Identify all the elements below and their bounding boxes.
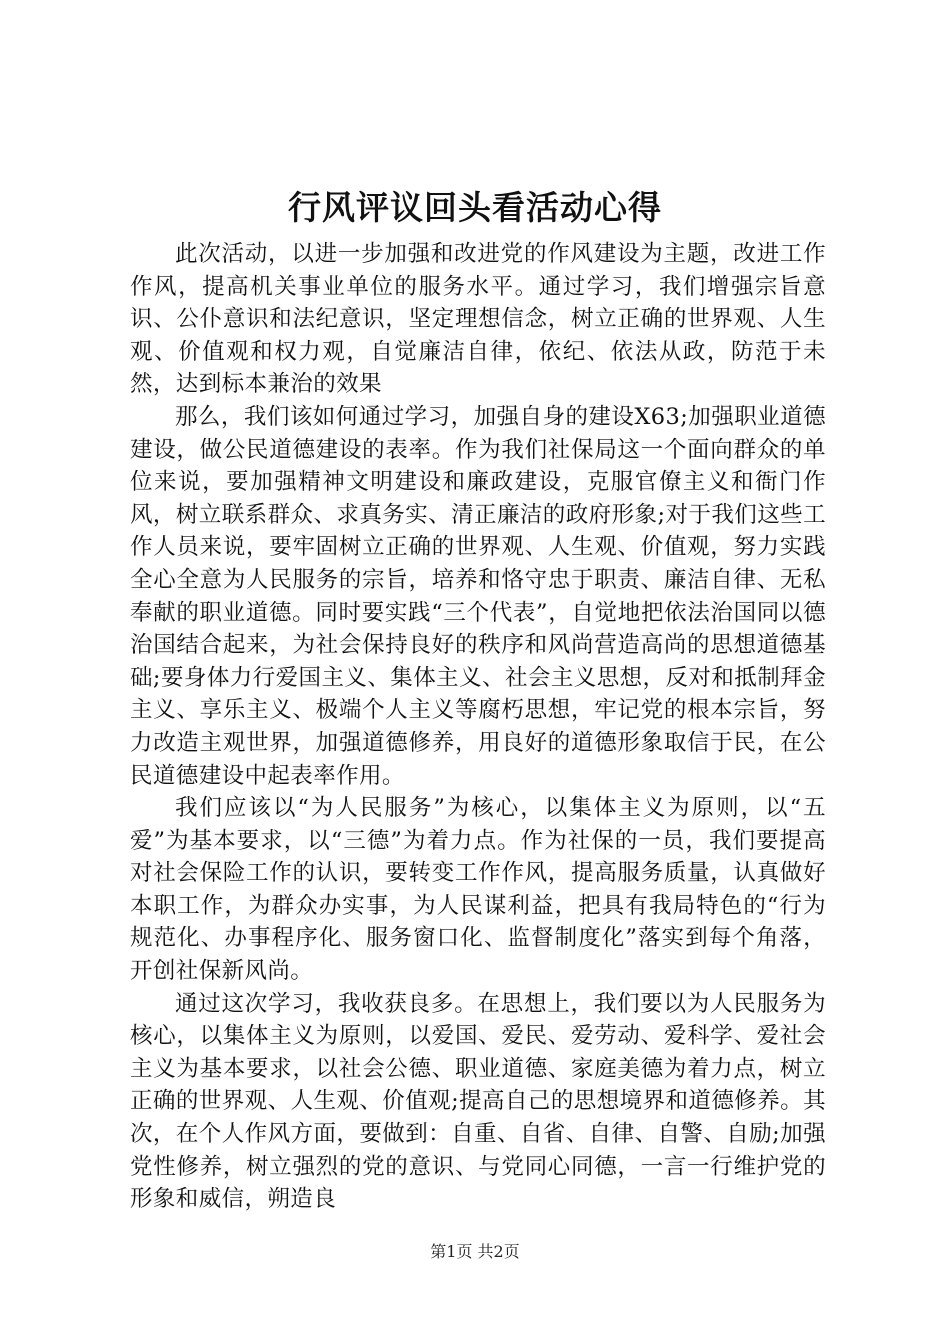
paragraph: 此次活动，以进一步加强和改进党的作风建设为主题，改进工作作风，提高机关事业单位的服务水平。通过学习，我们增强宗旨意识、公仆意识和法纪意识，坚定理想信念，树立正确的世界观、人生观、价值观和权力观，自觉廉洁自律，依纪、依法从政，防范于未然，达到标本兼治的效果 (130, 241, 826, 398)
page-number: 第1页 共2页 (430, 1242, 520, 1261)
page-footer (0, 1240, 950, 1264)
document-body (130, 238, 826, 1216)
paragraph: 通过这次学习，我收获良多。在思想上，我们要以为人民服务为核心，以集体主义为原则，以爱国、爱民、爱劳动、爱科学、爱社会主义为基本要求，以社会公德、职业道德、家庭美德为着力点，树立正确的世界观、人生观、价值观;提高自己的思想境界和道德修养。其次，在个人作风方面，要做到：自重、自省、自律、自警、自励;加强党性修养，树立强烈的党的意识、与党同心同德，一言一行维护党的形象和威信，朔造良 (130, 990, 826, 1213)
paragraph: 我们应该以“为人民服务”为核心，以集体主义为原则，以“五爱”为基本要求，以“三德”为着力点。作为社保的一员，我们要提高对社会保险工作的认识，要转变工作作风，提高服务质量，认真做好本职工作，为群众办实事，为人民谋利益，把具有我局特色的“行为规范化、办事程序化、服务窗口化、监督制度化”落实到每个角落，开创社保新风尚。 (130, 795, 826, 985)
paragraph: 那么，我们该如何通过学习，加强自身的建设X63;加强职业道德建设，做公民道德建设的表率。作为我们社保局这一个面向群众的单位来说，要加强精神文明建设和廉政建设，克服官僚主义和衙门作风，树立联系群众、求真务实、清正廉洁的政府形象;对于我们这些工作人员来说，要牢固树立正确的世界观、人生观、价值观，努力实践全心全意为人民服务的宗旨，培养和恪守忠于职责、廉洁自律、无私奉献的职业道德。同时要实践“三个代表”，自觉地把依法治国同以德治国结合起来，为社会保持良好的秩序和风尚营造高尚的思想道德基础;要身体力行爱国主义、集体主义、社会主义思想，反对和抵制拜金主义、享乐主义、极端个人主义等腐朽思想，牢记党的根本宗旨，努力改造主观世界，加强道德修养，用良好的道德形象取信于民，在公民道德建设中起表率作用。 (130, 403, 826, 789)
document-title: 行风评议回头看活动心得 (288, 188, 662, 227)
